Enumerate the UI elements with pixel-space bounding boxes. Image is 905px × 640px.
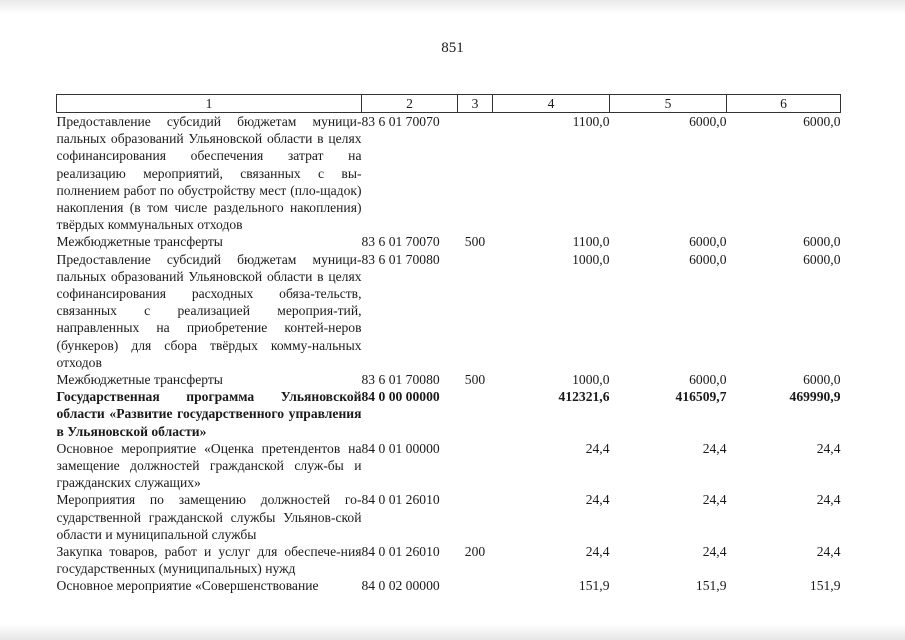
- table-row: [57, 577, 841, 594]
- row-value-col4: 151,9: [578, 578, 610, 594]
- row-value-col6: 151,9: [809, 578, 841, 594]
- row-value-col5: 24,4: [702, 492, 727, 508]
- header-col-4: 4: [493, 95, 610, 113]
- row-value-col4: 24,4: [585, 544, 610, 560]
- row-name: Государственная программа Ульяновской области «Развитие государственного управления в Ульяновской области»: [56, 389, 362, 439]
- row-code: 83 6 01 70070: [361, 234, 440, 250]
- row-code: 84 0 00 00000: [361, 389, 440, 405]
- row-value-col6: 24,4: [816, 492, 841, 508]
- row-name: Основное мероприятие «Совершенствование: [56, 578, 319, 594]
- row-code: 84 0 01 26010: [361, 492, 440, 508]
- row-name: Закупка товаров, работ и услуг для обеспече-ния государственных (муниципальных) нужд: [56, 544, 362, 577]
- header-col-1: 1: [57, 95, 362, 113]
- header-col-6: 6: [727, 95, 841, 113]
- row-name: Межбюджетные трансферты: [56, 234, 223, 250]
- header-col-2: 2: [362, 95, 458, 113]
- table-row: [57, 440, 841, 492]
- header-col-3: 3: [458, 95, 493, 113]
- table-row: [57, 371, 841, 388]
- table-row-program-total: [57, 388, 841, 440]
- row-value-col5: 6000,0: [689, 251, 727, 267]
- row-value-col5: 416509,7: [675, 389, 727, 405]
- row-value-col6: 6000,0: [803, 234, 841, 250]
- row-value-col4: 24,4: [585, 440, 610, 456]
- row-value-col6: 6000,0: [803, 372, 841, 388]
- row-code: 84 0 01 26010: [361, 544, 440, 560]
- row-value-col4: 1100,0: [572, 114, 610, 129]
- row-name: Основное мероприятие «Оценка претендентов на замещение должностей гражданской служ-бы и гражданских служащих»: [56, 440, 362, 491]
- table-row: [57, 233, 841, 250]
- row-value-col6: 6000,0: [803, 251, 841, 267]
- row-value-col5: 6000,0: [689, 114, 727, 129]
- row-expense-type: [458, 251, 493, 371]
- row-value-col5: 6000,0: [689, 234, 727, 250]
- scan-edge-top: [0, 0, 905, 14]
- row-value-col4: 1000,0: [572, 372, 610, 388]
- row-value-col5: 24,4: [702, 440, 727, 456]
- row-value-col4: 1000,0: [572, 251, 610, 267]
- row-value-col6: 24,4: [816, 544, 841, 560]
- row-expense-type: 500: [464, 372, 486, 388]
- row-code: 83 6 01 70080: [361, 251, 440, 267]
- table-row: [57, 251, 841, 371]
- scan-edge-bottom: [0, 624, 905, 640]
- row-code: 84 0 02 00000: [361, 578, 440, 594]
- row-value-col4: 24,4: [585, 492, 610, 508]
- row-name: Мероприятия по замещению должностей го-сударственной гражданской службы Ульянов-ской области и муниципальной службы: [56, 492, 362, 542]
- row-value-col4: 412321,6: [558, 389, 610, 405]
- row-value-col5: 24,4: [702, 544, 727, 560]
- row-code: 83 6 01 70070: [361, 114, 440, 129]
- table-row: [57, 113, 841, 234]
- row-name: Предоставление субсидий бюджетам муници-пальных образований Ульяновской области в целях софинансирования обеспечения затрат на реализацию мероприятий, связанных с вы-полнением работ по обустройству мест (пло-щадок) накопления (в том числе раздельного накопления) твёрдых коммунальных отходов: [56, 114, 362, 233]
- row-value-col4: 1100,0: [572, 234, 610, 250]
- row-code: 83 6 01 70080: [361, 372, 440, 388]
- row-code: 84 0 01 00000: [361, 440, 440, 456]
- row-expense-type: [458, 113, 493, 234]
- row-expense-type: [458, 577, 493, 594]
- row-value-col5: 6000,0: [689, 372, 727, 388]
- page-number: 851: [441, 40, 464, 56]
- table-row: [57, 543, 841, 577]
- header-col-5: 5: [610, 95, 727, 113]
- table-row: [57, 491, 841, 543]
- row-expense-type: [458, 440, 493, 492]
- row-value-col5: 151,9: [695, 578, 727, 594]
- row-value-col6: 6000,0: [803, 114, 841, 129]
- row-expense-type: [458, 388, 493, 440]
- row-name: Предоставление субсидий бюджетам муници-пальных образований Ульяновской области в целях софинансирования расходных обяза-тельств, связанных с реализацией мероприя-тий, направленных на приобретение контей-неров (бункеров) для сбора твёрдых комму-нальных отходов: [56, 251, 362, 370]
- row-name: Межбюджетные трансферты: [56, 372, 223, 388]
- row-expense-type: 500: [464, 234, 486, 250]
- row-expense-type: 200: [464, 544, 486, 560]
- row-value-col6: 24,4: [816, 440, 841, 456]
- budget-table: [56, 94, 841, 595]
- row-expense-type: [458, 491, 493, 543]
- header-row: [57, 95, 841, 113]
- row-value-col6: 469990,9: [789, 389, 841, 405]
